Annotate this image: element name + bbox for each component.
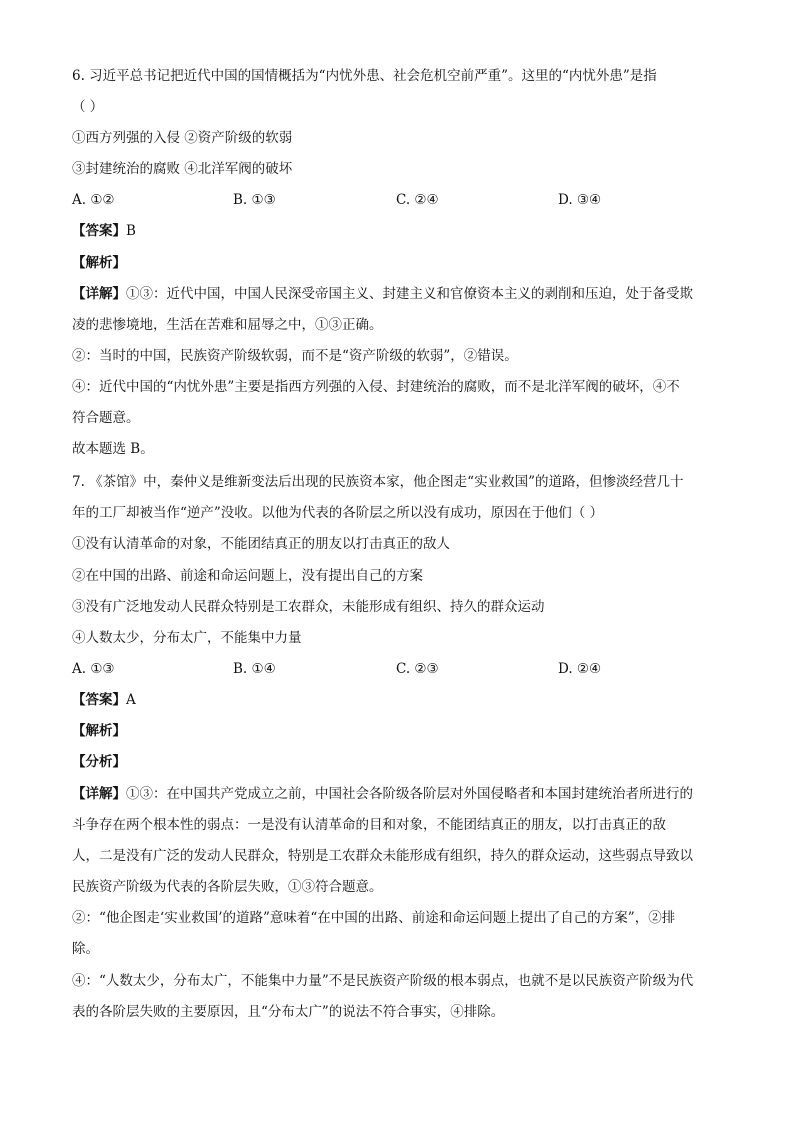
q7-answer-value: A — [126, 692, 136, 708]
q6-detail-line-5: 符合题意。 — [72, 410, 140, 426]
q7-item-line-3: ③没有广泛地发动人民群众特别是工农群众，未能形成有组织、持久的群众运动 — [72, 599, 545, 615]
q7-detail-line-5: ②：“他企图走‘实业救国’的道路”意味着“在中国的出路、前途和命运问题上提出了自己的方案”，②排 — [72, 910, 676, 926]
q6-detail-line-3: ②：当时的中国，民族资产阶级软弱，而不是“资产阶级的软弱”，②错误。 — [72, 348, 518, 364]
q6-detail-text-1: ①③：近代中国，中国人民深受帝国主义、封建主义和官僚资本主义的剥削和压迫，处于备受欺 — [126, 286, 693, 302]
q6-conclusion: 故本题选 B。 — [72, 441, 154, 457]
q7-detail-line-7: ④：“人数太少，分布太广，不能集中力量”不是民族资产阶级的根本弱点，也就不是以民族资产阶级为代 — [72, 973, 694, 989]
q7-option-d: D. ②④ — [558, 661, 602, 677]
q7-detail-line-1 — [72, 785, 732, 803]
q6-detail-line-2: 凌的悲惨境地，生活在苦难和屈辱之中，①③正确。 — [72, 317, 383, 333]
q6-option-c: C. ②④ — [396, 192, 439, 208]
q7-item-line-2: ②在中国的出路、前途和命运问题上，没有提出自己的方案 — [72, 568, 423, 584]
q6-item-line-1: ①西方列强的入侵 ②资产阶级的软弱 — [72, 130, 293, 146]
q7-item-line-1: ①没有认清革命的对象，不能团结真正的朋友以打击真正的敌人 — [72, 536, 450, 552]
q7-option-a: A. ①③ — [72, 661, 115, 677]
q6-stem-line-1: 6. 习近平总书记把近代中国的国情概括为“内忧外患、社会危机空前严重”。这里的“内忧外患”是指 — [72, 68, 657, 84]
q7-option-c: C. ②③ — [396, 661, 439, 677]
q7-stem-line-2: 年的工厂却被当作“逆产”没收。以他为代表的各阶层之所以没有成功，原因在于他们（ ） — [72, 505, 604, 521]
q6-option-d: D. ③④ — [558, 192, 602, 208]
q7-detail-line-6: 除。 — [72, 941, 99, 957]
q7-analysis-label: 【解析】 — [72, 723, 126, 739]
q6-answer — [72, 222, 732, 240]
q7-fenxi-label: 【分析】 — [72, 754, 126, 770]
q7-stem-line-1: 7. 《茶馆》中，秦仲义是维新变法后出现的民族资本家，他企图走“实业救国”的道路，但惨淡经营几十 — [72, 474, 684, 490]
q6-item-line-2: ③封建统治的腐败 ④北洋军阀的破坏 — [72, 161, 293, 177]
q6-options — [72, 191, 732, 209]
q6-analysis-label: 【解析】 — [72, 255, 126, 271]
q7-answer-label: 【答案】 — [72, 692, 126, 708]
q6-answer-label: 【答案】 — [72, 223, 126, 239]
q7-detail-label: 【详解】 — [72, 786, 126, 802]
q7-answer — [72, 691, 732, 709]
q7-detail-line-3: 人，二是没有广泛的发动人民群众，特别是工农群众未能形成有组织，持久的群众运动，这些弱点导致以 — [72, 848, 693, 864]
q6-answer-value: B — [126, 223, 136, 239]
q6-stem-line-2: （ ） — [72, 99, 104, 115]
q7-item-line-4: ④人数太少，分布太广，不能集中力量 — [72, 630, 302, 646]
q6-option-a: A. ①② — [72, 192, 115, 208]
q7-detail-line-2: 斗争存在两个根本性的弱点：一是没有认清革命的目和对象，不能团结真正的朋友，以打击真正的敌 — [72, 817, 666, 833]
q6-detail-line-4: ④：近代中国的“内忧外患”主要是指西方列强的入侵、封建统治的腐败，而不是北洋军阀的破坏，④不 — [72, 379, 680, 395]
q6-option-b: B. ①③ — [233, 192, 276, 208]
q6-detail-label: 【详解】 — [72, 286, 126, 302]
q7-detail-line-4: 民族资产阶级为代表的各阶层失败，①③符合题意。 — [72, 879, 383, 895]
q6-detail-line-1 — [72, 285, 732, 303]
q7-option-b: B. ①④ — [233, 661, 276, 677]
q7-detail-line-8: 表的各阶层失败的主要原因，且“分布太广”的说法不符合事实，④排除。 — [72, 1004, 505, 1020]
q7-detail-text-1: ①③：在中国共产党成立之前，中国社会各阶级各阶层对外国侵略者和本国封建统治者所进行的 — [126, 786, 693, 802]
q7-options — [72, 660, 732, 678]
